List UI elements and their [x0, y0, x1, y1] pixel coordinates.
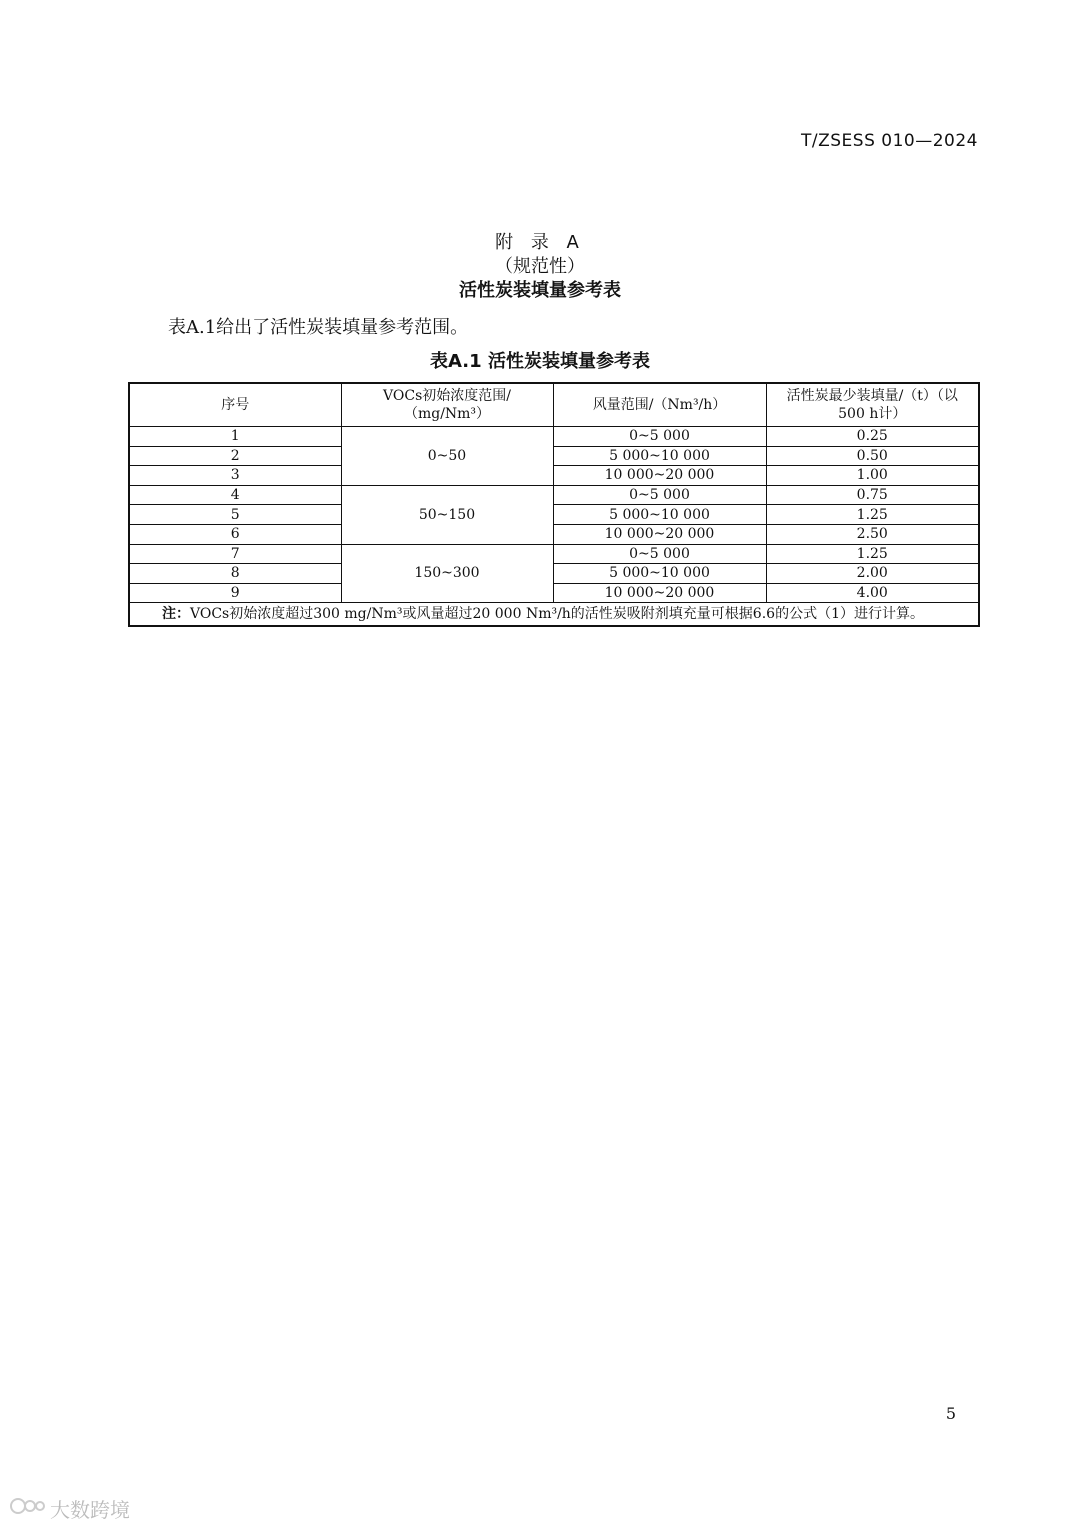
watermark-text: 大数跨境 [50, 1498, 130, 1522]
cell-seq: 8 [129, 564, 341, 584]
cell-air: 0~5 000 [553, 544, 766, 564]
cell-seq: 3 [129, 466, 341, 486]
table-row [129, 485, 979, 505]
cell-seq: 9 [129, 583, 341, 603]
cell-voc: 150~300 [341, 544, 553, 603]
cell-carbon: 2.00 [766, 564, 979, 584]
table-note [129, 603, 979, 627]
header-carbon-line2: 500 h计） [838, 406, 907, 422]
table-row [129, 524, 979, 544]
cell-voc: 50~150 [341, 485, 553, 544]
cell-seq: 2 [129, 446, 341, 466]
cell-carbon: 0.75 [766, 485, 979, 505]
cell-carbon: 1.25 [766, 544, 979, 564]
cell-carbon: 0.50 [766, 446, 979, 466]
header-voc-line2: （mg/Nm³） [403, 406, 491, 422]
cell-carbon: 2.50 [766, 524, 979, 544]
cell-air: 0~5 000 [553, 427, 766, 447]
standard-code: T/ZSESS 010—2024 [801, 131, 978, 151]
cell-seq: 1 [129, 427, 341, 447]
appendix-name: 活性炭装填量参考表 [459, 280, 621, 301]
appendix-title: 附 录 A [495, 232, 585, 253]
cell-air: 5 000~10 000 [553, 446, 766, 466]
cell-seq: 7 [129, 544, 341, 564]
table-row [129, 427, 979, 447]
header-carbon [766, 383, 979, 427]
table-note-row [129, 603, 979, 627]
table-caption: 表A.1 活性炭装填量参考表 [430, 351, 650, 372]
appendix-type: （规范性） [495, 256, 585, 277]
reference-table [128, 382, 980, 627]
cell-seq: 6 [129, 524, 341, 544]
wm-logo-icon [10, 1495, 46, 1522]
cell-air: 0~5 000 [553, 485, 766, 505]
header-air: 风量范围/（Nm³/h） [553, 383, 766, 427]
table-row [129, 564, 979, 584]
intro-paragraph: 表A.1给出了活性炭装填量参考范围。 [168, 317, 469, 338]
cell-seq: 5 [129, 505, 341, 525]
table-row [129, 466, 979, 486]
table-row [129, 505, 979, 525]
table-row [129, 446, 979, 466]
cell-air: 5 000~10 000 [553, 505, 766, 525]
cell-carbon: 1.00 [766, 466, 979, 486]
header-voc [341, 383, 553, 427]
table-row [129, 544, 979, 564]
note-text: VOCs初始浓度超过300 mg/Nm³或风量超过20 000 Nm³/h的活性炭吸附剂填充量可根据6.6的公式（1）进行计算。 [190, 606, 924, 623]
cell-air: 10 000~20 000 [553, 583, 766, 603]
cell-air: 10 000~20 000 [553, 524, 766, 544]
cell-carbon: 1.25 [766, 505, 979, 525]
header-voc-line1: VOCs初始浓度范围/ [383, 388, 511, 404]
note-label: 注： [162, 606, 190, 623]
cell-seq: 4 [129, 485, 341, 505]
cell-carbon: 0.25 [766, 427, 979, 447]
cell-air: 5 000~10 000 [553, 564, 766, 584]
watermark [10, 1494, 130, 1523]
cell-air: 10 000~20 000 [553, 466, 766, 486]
header-seq: 序号 [129, 383, 341, 427]
header-carbon-line1: 活性炭最少装填量/（t）（以 [786, 388, 958, 404]
cell-carbon: 4.00 [766, 583, 979, 603]
cell-voc: 0~50 [341, 427, 553, 486]
page-number: 5 [945, 1404, 956, 1423]
table-header-row [129, 383, 979, 427]
table-row [129, 583, 979, 603]
